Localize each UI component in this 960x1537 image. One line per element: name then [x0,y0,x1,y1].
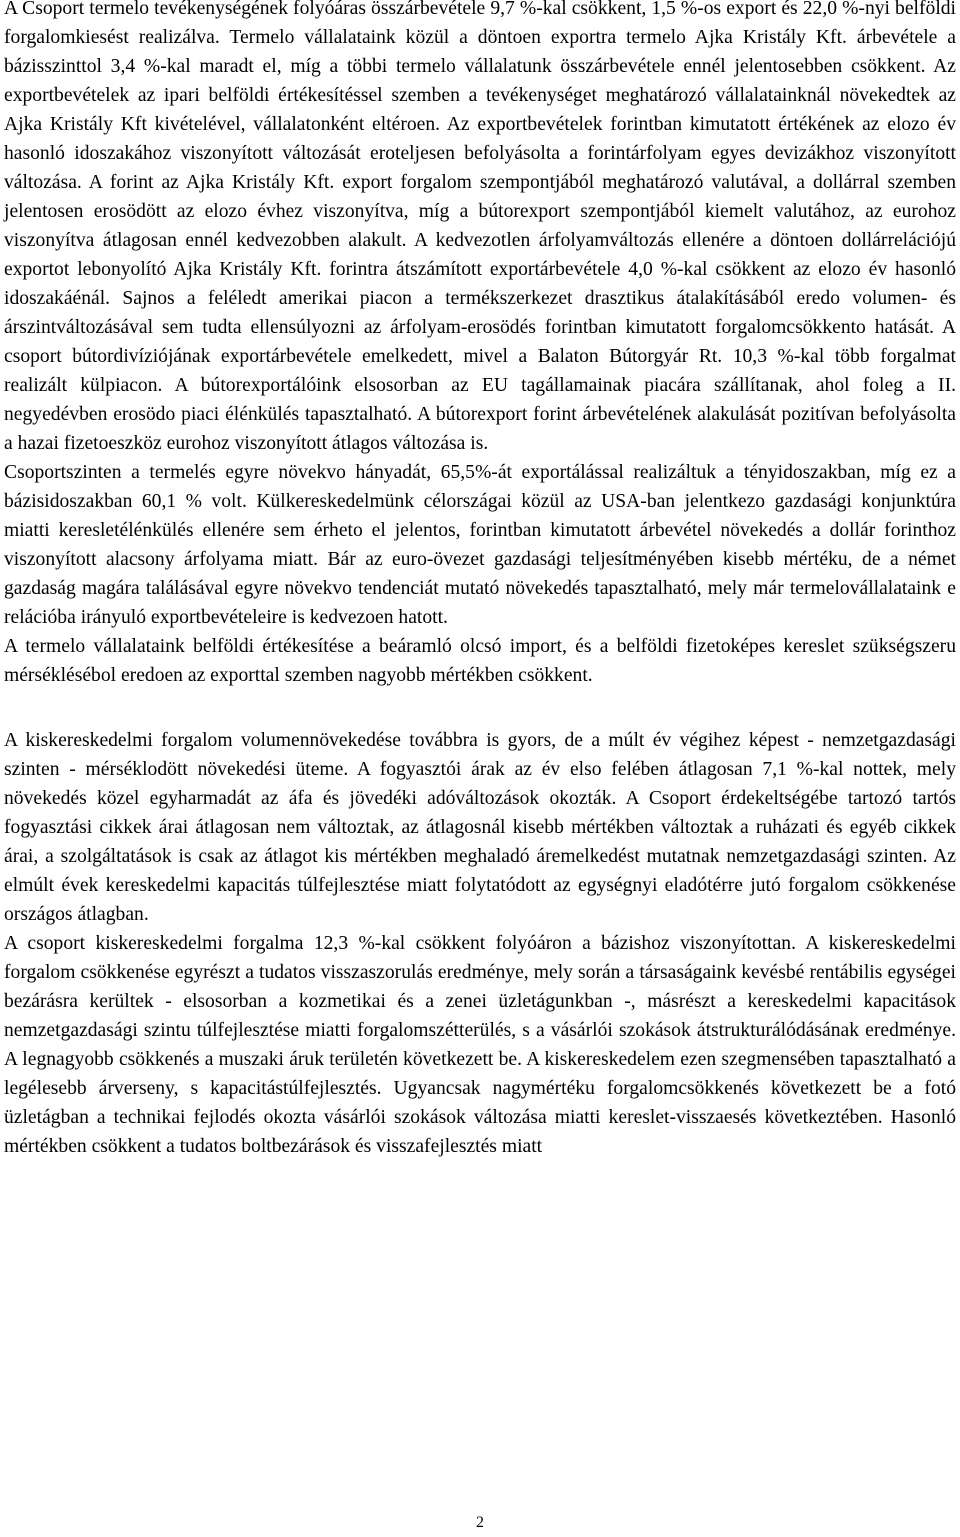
paragraph-domestic-sales: A termelo vállalataink belföldi értékesítése a beáramló olcsó import, és a belföldi fizetoképes kereslet szükségszeru mérséklésébol eredoen az exporttal szemben nagyobb mértékben csökkent. [4,636,956,686]
section-gap [4,690,956,726]
document-body [4,0,956,1161]
paragraph-export-share: Csoportszinten a termelés egyre növekvo hányadát, 65,5%-át exportálással realizáltuk a tényidoszakban, míg ez a bázisidoszakban 60,1 % volt. Külkereskedelmünk célországai közül az USA-ban jelentkezo gazdasági konjunktúra miatti keresletélénkülés ellenére sem érheto el jelentos, forintban kimutatott árbevétel növekedés a dollár forinthoz viszonyított alacsony árfolyama miatt. Bár az euro-övezet gazdasági teljesítményében kisebb mértéku, de a német gazdaság magára találásával egyre növekvo tendenciát mutató növekedés tapasztalható, mely már termelovállalataink e relációba irányuló exportbevételeire is kedvezoen hatott. [4,462,956,628]
paragraph-retail-turnover: A csoport kiskereskedelmi forgalma 12,3 %-kal csökkent folyóáron a bázishoz viszonyítottan. A kiskereskedelmi forgalom csökkenése egyrészt a tudatos visszaszorulás eredménye, mely során a társaságaink kevésbé rentábilis egységei bezárásra kerültek - elsosorban a kozmetikai és a zenei üzletágunkban -, másrészt a kereskedelmi kapacitások nemzetgazdasági szintu túlfejlesztése miatti forgalomszétterülés, s a vásárlói szokások átstrukturálódásának eredménye. A legnagyobb csökkenés a muszaki áruk területén következett be. A kiskereskedelem ezen szegmensében tapasztalható a legélesebb árverseny, s kapacitástúlfejlesztés. Ugyancsak nagymértéku forgalomcsökkenés következett be a fotó üzletágban a technikai fejlodés okozta vásárlói szokások változása miatti kereslet-visszaesés következtében. Hasonló mértékben csökkent a tudatos boltbezárások és visszafejlesztés miatt [4,933,956,1157]
paragraph-production-revenue: A Csoport termelo tevékenységének folyóáras összárbevétele 9,7 %-kal csökkent, 1,5 %-os export és 22,0 %-nyi belföldi forgalomkiesést realizálva. Termelo vállalataink közül a döntoen exportra termelo Ajka Kristály Kft. árbevétele a bázisszinttol 3,4 %-kal maradt el, míg a többi termelo vállalatunk összárbevétele ennél jelentosebben csökkent. Az exportbevételek az ipari belföldi értékesítéssel szemben a tevékenységet meghatározó vállalatainknál növekedtek az Ajka Kristály Kft kivételével, vállalatonként eltéroen. Az exportbevételek forintban kimutatott értékének az elozo év hasonló idoszakához viszonyított változását eroteljesen befolyásolta a forintárfolyam egyes devizákhoz viszonyított változása. A forint az Ajka Kristály Kft. export forgalom szempontjából meghatározó valutával, a dollárral szemben jelentosen erosödött az elozo évhez viszonyítva, míg a bútorexport szempontjából kiemelt valutához, az eurohoz viszonyítva átlagosan ennél kedvezobben alakult. A kedvezotlen árfolyamváltozás ellenére a döntoen dollárrelációjú exportot lebonyolító Ajka Kristály Kft. forintra átszámított exportárbevétele 4,0 %-kal csökkent az elozo év hasonló idoszakáénál. Sajnos a feléledt amerikai piacon a termékszerkezet drasztikus átalakításából eredo volumen- és árszintváltozásával sem tudta ellensúlyozni az árfolyam-erosödés forintban kimutatott forgalomcsökkento hatását. A csoport bútordivíziójának exportárbevétele emelkedett, mivel a Balaton Bútorgyár Rt. 10,3 %-kal több forgalmat realizált külpiacon. A bútorexportálóink elsosorban az EU tagállamainak piacára szállítanak, ahol foleg a II. negyedévben erosödo piaci élénkülés tapasztalható. A bútorexport forint árbevételének alakulását pozitívan befolyásolta a hazai fizetoeszköz eurohoz viszonyított átlagos változása is. [4,0,956,454]
page-number: 2 [476,1514,484,1531]
paragraph-retail-volume: A kiskereskedelmi forgalom volumennövekedése továbbra is gyors, de a múlt év végihez képest - nemzetgazdasági szinten - mérséklodött növekedési üteme. A fogyasztói árak az év elso felében átlagosan 7,1 %-kal nottek, mely növekedés közel egyharmadát az áfa és jövedéki adóváltozások okozták. A Csoport érdekeltségébe tartozó tartós fogyasztási cikkek árai átlagosan nem változtak, az átlagosnál kisebb mértékben változtak a ruházati és egyéb cikkek árai, a szolgáltatások is csak az átlagot kis mértékben meghaladó áremelkedést mutatnak nemzetgazdasági szinten. Az elmúlt évek kereskedelmi kapacitás túlfejlesztése miatt folytatódott az egységnyi eladótérre jutó forgalom csökkenése országos átlagban. [4,730,956,925]
